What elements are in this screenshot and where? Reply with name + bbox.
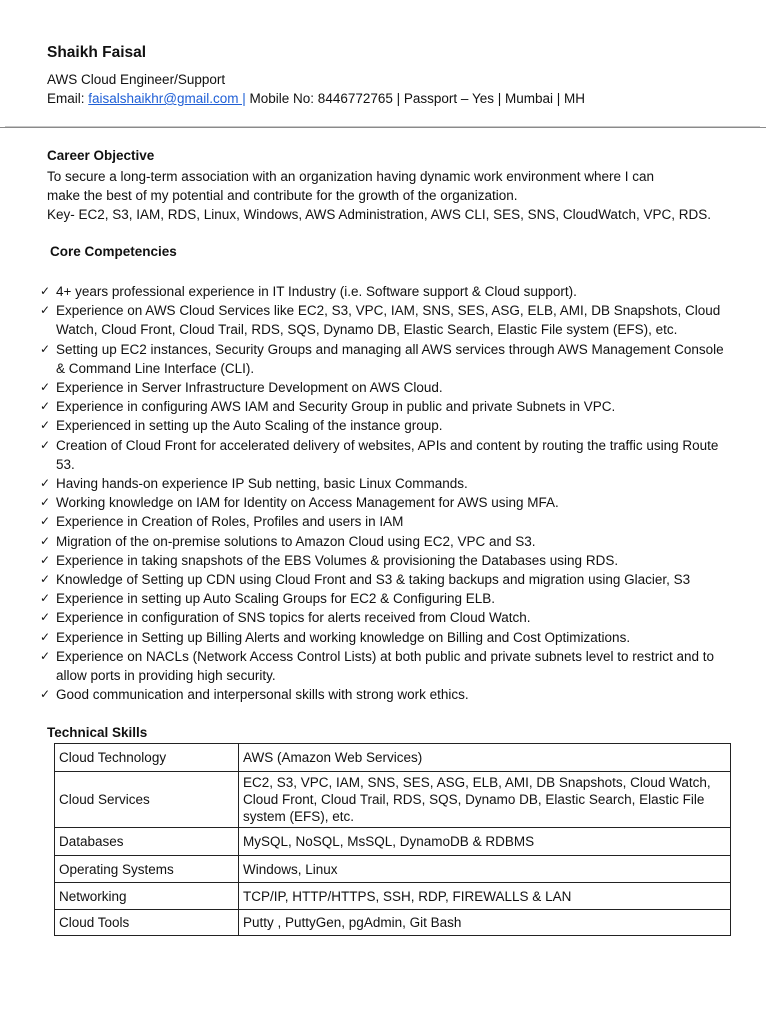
check-icon: ✓	[40, 380, 51, 395]
table-row	[55, 828, 731, 856]
competencies-list	[40, 282, 730, 704]
check-icon: ✓	[40, 495, 51, 510]
technical-skills-heading: Technical Skills	[47, 725, 148, 740]
list-item-text: Experience in Server Infrastructure Development on AWS Cloud.	[56, 380, 443, 396]
list-item-text: Experience in Creation of Roles, Profiles and users in IAM	[56, 514, 404, 530]
list-item	[40, 397, 730, 416]
skill-value: TCP/IP, HTTP/HTTPS, SSH, RDP, FIREWALLS & LAN	[239, 883, 731, 910]
list-item	[40, 416, 730, 435]
check-icon: ✓	[40, 533, 51, 548]
check-icon: ✓	[40, 437, 51, 452]
skill-value: MySQL, NoSQL, MsSQL, DynamoDB & RDBMS	[239, 828, 731, 856]
career-line: To secure a long-term association with an organization having dynamic work environment where I can	[47, 169, 655, 184]
email-label: Email:	[47, 91, 89, 106]
list-item-text: Good communication and interpersonal skills with strong work ethics.	[56, 687, 469, 703]
check-icon: ✓	[40, 687, 51, 702]
list-item	[40, 340, 730, 378]
career-objective-heading: Career Objective	[47, 148, 155, 163]
list-item	[40, 570, 730, 589]
list-item	[40, 551, 730, 570]
list-item	[40, 378, 730, 397]
list-item	[40, 436, 730, 474]
contact-line	[47, 91, 585, 106]
career-line: Key- EC2, S3, IAM, RDS, Linux, Windows, AWS Administration, AWS CLI, SES, SNS, CloudWatch, VPC, RDS.	[47, 207, 711, 223]
list-item-text: Working knowledge on IAM for Identity on Access Management for AWS using MFA.	[56, 495, 559, 511]
check-icon: ✓	[40, 284, 51, 298]
list-item	[40, 628, 730, 647]
check-icon: ✓	[40, 399, 51, 414]
core-competencies-heading: Core Competencies	[50, 244, 177, 259]
skill-category: Operating Systems	[55, 856, 239, 883]
check-icon: ✓	[40, 514, 51, 529]
list-item	[40, 282, 730, 301]
check-icon: ✓	[40, 552, 51, 567]
list-item-text: Migration of the on-premise solutions to Amazon Cloud using EC2, VPC and S3.	[56, 533, 536, 549]
skill-category: Networking	[55, 883, 239, 910]
list-item	[40, 647, 730, 685]
check-icon: ✓	[40, 591, 51, 606]
table-row	[55, 856, 731, 883]
check-icon: ✓	[40, 418, 51, 433]
skill-category: Databases	[55, 828, 239, 856]
candidate-role: AWS Cloud Engineer/Support	[47, 72, 226, 87]
list-item-text: Experience on AWS Cloud Services like EC2, S3, VPC, IAM, SNS, SES, ASG, ELB, AMI, DB Snapshots, Cloud Watch, Cloud Front, Cloud Trail, RDS, SQS, Dynamo DB, Elastic Search, Elastic File system (EFS), etc.	[56, 303, 721, 338]
skill-category: Cloud Services	[55, 772, 239, 828]
list-item-text: Having hands-on experience IP Sub netting, basic Linux Commands.	[56, 476, 468, 492]
skill-value: Putty , PuttyGen, pgAdmin, Git Bash	[239, 910, 731, 936]
career-line: make the best of my potential and contribute for the growth of the organization.	[47, 188, 518, 204]
check-icon: ✓	[40, 610, 51, 625]
list-item	[40, 685, 730, 704]
list-item	[40, 608, 730, 627]
check-icon: ✓	[40, 476, 51, 491]
skill-value: Windows, Linux	[239, 856, 731, 883]
list-item-text: Knowledge of Setting up CDN using Cloud Front and S3 & taking backups and migration using Glacier, S3	[56, 572, 691, 588]
table-row	[55, 910, 731, 936]
table-row	[55, 772, 731, 828]
skill-category: Cloud Technology	[55, 744, 239, 772]
list-item-text: Experience on NACLs (Network Access Control Lists) at both public and private subnets level to restrict and to allow ports in providing high security.	[56, 648, 715, 684]
check-icon: ✓	[40, 303, 51, 318]
list-item-text: Experience in Setting up Billing Alerts and working knowledge on Billing and Cost Optimizations.	[56, 629, 631, 645]
technical-skills-table	[54, 743, 731, 936]
skill-category: Cloud Tools	[55, 910, 239, 936]
list-item-text: Creation of Cloud Front for accelerated delivery of websites, APIs and content by routing the traffic using Route 53.	[56, 437, 719, 472]
list-item	[40, 474, 730, 493]
check-icon: ✓	[40, 572, 51, 587]
header-divider	[0, 127, 766, 128]
check-icon: ✓	[40, 648, 51, 663]
table-row	[55, 744, 731, 772]
list-item	[40, 532, 730, 551]
list-item-text: Experience in taking snapshots of the EBS Volumes & provisioning the Databases using RDS.	[56, 552, 619, 568]
skill-value: EC2, S3, VPC, IAM, SNS, SES, ASG, ELB, AMI, DB Snapshots, Cloud Watch, Cloud Front, Cloud Trail, RDS, SQS, Dynamo DB, Elastic Search, Elastic File system (EFS), etc.	[239, 772, 731, 828]
check-icon: ✓	[40, 341, 51, 356]
list-item	[40, 493, 730, 512]
list-item-text: Setting up EC2 instances, Security Groups and managing all AWS services through AWS Management Console & Command Line Interface (CLI).	[56, 341, 724, 376]
email-link[interactable]: faisalshaikhr@gmail.com |	[88, 91, 246, 106]
list-item-text: Experience in configuring AWS IAM and Security Group in public and private Subnets in VPC.	[56, 399, 616, 415]
list-item-text: Experience in setting up Auto Scaling Groups for EC2 & Configuring ELB.	[56, 591, 496, 607]
skill-value: AWS (Amazon Web Services)	[239, 744, 731, 772]
list-item	[40, 589, 730, 608]
table-row	[55, 883, 731, 910]
candidate-name: Shaikh Faisal	[47, 44, 147, 61]
contact-details: Mobile No: 8446772765 | Passport – Yes | Mumbai | MH	[245, 91, 585, 106]
career-objective-text	[47, 167, 737, 225]
check-icon: ✓	[40, 629, 51, 644]
list-item	[40, 512, 730, 531]
list-item-text: 4+ years professional experience in IT Industry (i.e. Software support & Cloud support).	[56, 284, 577, 299]
list-item-text: Experience in configuration of SNS topics for alerts received from Cloud Watch.	[56, 610, 531, 626]
list-item	[40, 301, 730, 339]
list-item-text: Experienced in setting up the Auto Scaling of the instance group.	[56, 418, 443, 434]
